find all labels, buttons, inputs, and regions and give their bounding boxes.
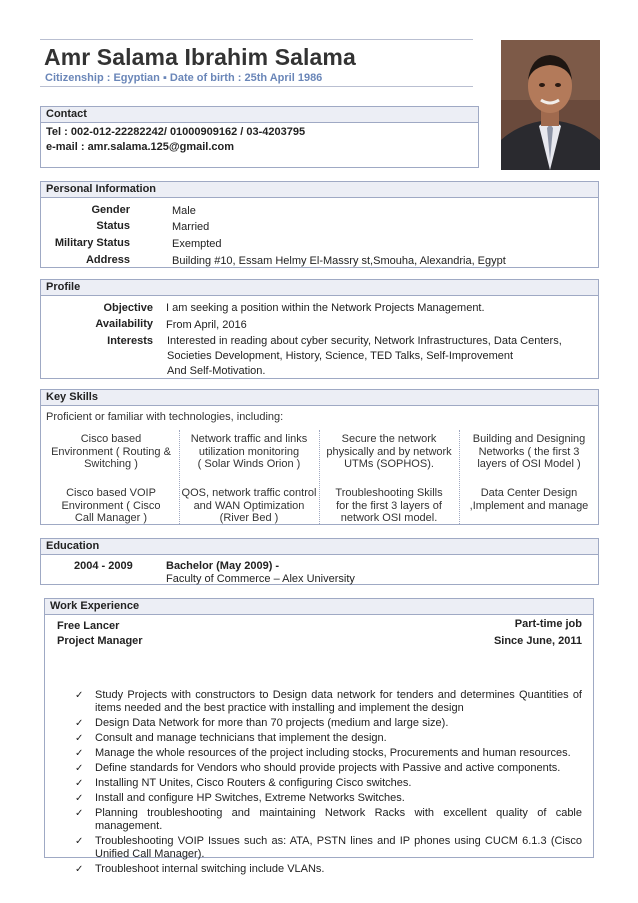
checkmark-icon: ✓ <box>75 690 84 701</box>
list-item: ✓ Planning troubleshooting and maintaining Network Racks with excellent quality of cable management. <box>75 807 582 832</box>
candidate-name: Amr Salama Ibrahim Salama <box>44 44 356 70</box>
header-top-rule <box>40 39 473 40</box>
gender-label: Gender <box>91 204 130 216</box>
key-skills-intro: Proficient or familiar with technologies, including: <box>46 411 284 423</box>
checkmark-icon: ✓ <box>75 748 84 759</box>
list-item: ✓ Install and configure HP Switches, Extreme Networks Switches. <box>75 792 405 804</box>
objective-label: Objective <box>103 302 153 314</box>
interests-label: Interests <box>107 335 153 347</box>
education-school: Faculty of Commerce – Alex University <box>166 573 355 585</box>
skill-qos-wan: QOS, network traffic control and WAN Optimization (River Bed ) <box>181 487 317 524</box>
education-degree: Bachelor (May 2009) - <box>166 560 280 572</box>
key-skills-section <box>40 389 599 525</box>
checkmark-icon: ✓ <box>75 733 84 744</box>
interests-line-1: Interested in reading about cyber security, Network Infrastructures, Data Centers, <box>167 335 562 347</box>
contact-section <box>40 106 479 168</box>
list-item: ✓ Define standards for Vendors who should provide projects with Passive and active components. <box>75 762 561 774</box>
list-item: ✓ Troubleshooting VOIP Issues such as: ATA, PSTN lines and IP phones using CUCM 6.1.3 (Cisco Unified Call Manager). <box>75 835 582 860</box>
checkmark-icon: ✓ <box>75 808 84 819</box>
skill-data-center: Data Center Design ,Implement and manage <box>469 487 589 512</box>
personal-info-section <box>40 181 599 268</box>
checkmark-icon: ✓ <box>75 718 84 729</box>
checkmark-icon: ✓ <box>75 864 84 875</box>
skill-troubleshooting: Troubleshooting Skills for the first 3 layers of network OSI model. <box>335 487 443 524</box>
education-section <box>40 538 599 585</box>
checkmark-icon: ✓ <box>75 763 84 774</box>
key-skills-title: Key Skills <box>41 390 598 406</box>
contact-email: e-mail : amr.salama.125@gmail.com <box>46 141 235 153</box>
header-bottom-rule <box>40 86 473 87</box>
interests-line-2: Societies Development, History, Science, TED Talks, Self-Improvement <box>167 350 514 362</box>
citizenship-line: Citizenship : Egyptian ▪ Date of birth : 25th April 1986 <box>45 72 323 84</box>
work-responsibilities-list <box>75 689 582 878</box>
objective-value: I am seeking a position within the Network Projects Management. <box>166 302 485 314</box>
availability-label: Availability <box>95 318 153 330</box>
person-portrait-image <box>501 40 600 170</box>
checkmark-icon: ✓ <box>75 778 84 789</box>
list-item: ✓ Study Projects with constructors to Design data network for tenders and determines Quantities of items needed and the best practice with installing and implement the design <box>75 689 582 714</box>
skill-network-design: Building and Designing Networks ( the first 3 layers of OSI Model ) <box>472 433 586 470</box>
checkmark-icon: ✓ <box>75 793 84 804</box>
personal-info-title: Personal Information <box>41 182 598 198</box>
skill-cisco-routing: Cisco based Environment ( Routing & Switching ) <box>51 433 171 470</box>
education-title: Education <box>41 539 598 555</box>
status-label: Status <box>96 220 130 232</box>
work-since: Since June, 2011 <box>493 635 582 647</box>
list-item: ✓ Manage the whole resources of the project including stocks, Procurements and human resources. <box>75 747 571 759</box>
contact-phone: Tel : 002-012-22282242/ 01000909162 / 03-4203795 <box>46 126 306 138</box>
address-value: Building #10, Essam Helmy El-Massry st,Smouha, Alexandria, Egypt <box>172 255 506 267</box>
work-role: Project Manager <box>57 635 143 647</box>
skill-cisco-voip: Cisco based VOIP Environment ( Cisco Call Manager ) <box>61 487 161 524</box>
skill-traffic-monitoring: Network traffic and links utilization monitoring ( Solar Winds Orion ) <box>190 433 308 470</box>
work-experience-title: Work Experience <box>45 599 593 615</box>
status-value: Married <box>172 221 210 233</box>
availability-value: From April, 2016 <box>166 319 247 331</box>
education-years: 2004 - 2009 <box>74 560 133 572</box>
skill-network-security: Secure the network physically and by network UTMs (SOPHOS). <box>326 433 452 470</box>
profile-section <box>40 279 599 379</box>
profile-photo <box>501 40 600 170</box>
work-company: Free Lancer <box>57 620 120 632</box>
military-status-label: Military Status <box>54 237 130 249</box>
work-type: Part-time job <box>514 618 582 630</box>
list-item: ✓ Installing NT Unites, Cisco Routers & configuring Cisco switches. <box>75 777 412 789</box>
military-status-value: Exempted <box>172 238 222 250</box>
list-item: ✓ Design Data Network for more than 70 projects (medium and large size). <box>75 717 449 729</box>
checkmark-icon: ✓ <box>75 836 84 847</box>
list-item: ✓ Troubleshoot internal switching include VLANs. <box>75 863 325 875</box>
address-label: Address <box>85 254 130 266</box>
profile-title: Profile <box>41 280 598 296</box>
interests-line-3: And Self-Motivation. <box>167 365 266 377</box>
gender-value: Male <box>172 205 196 217</box>
list-item: ✓ Consult and manage technicians that implement the design. <box>75 732 387 744</box>
contact-section-title: Contact <box>41 107 478 123</box>
